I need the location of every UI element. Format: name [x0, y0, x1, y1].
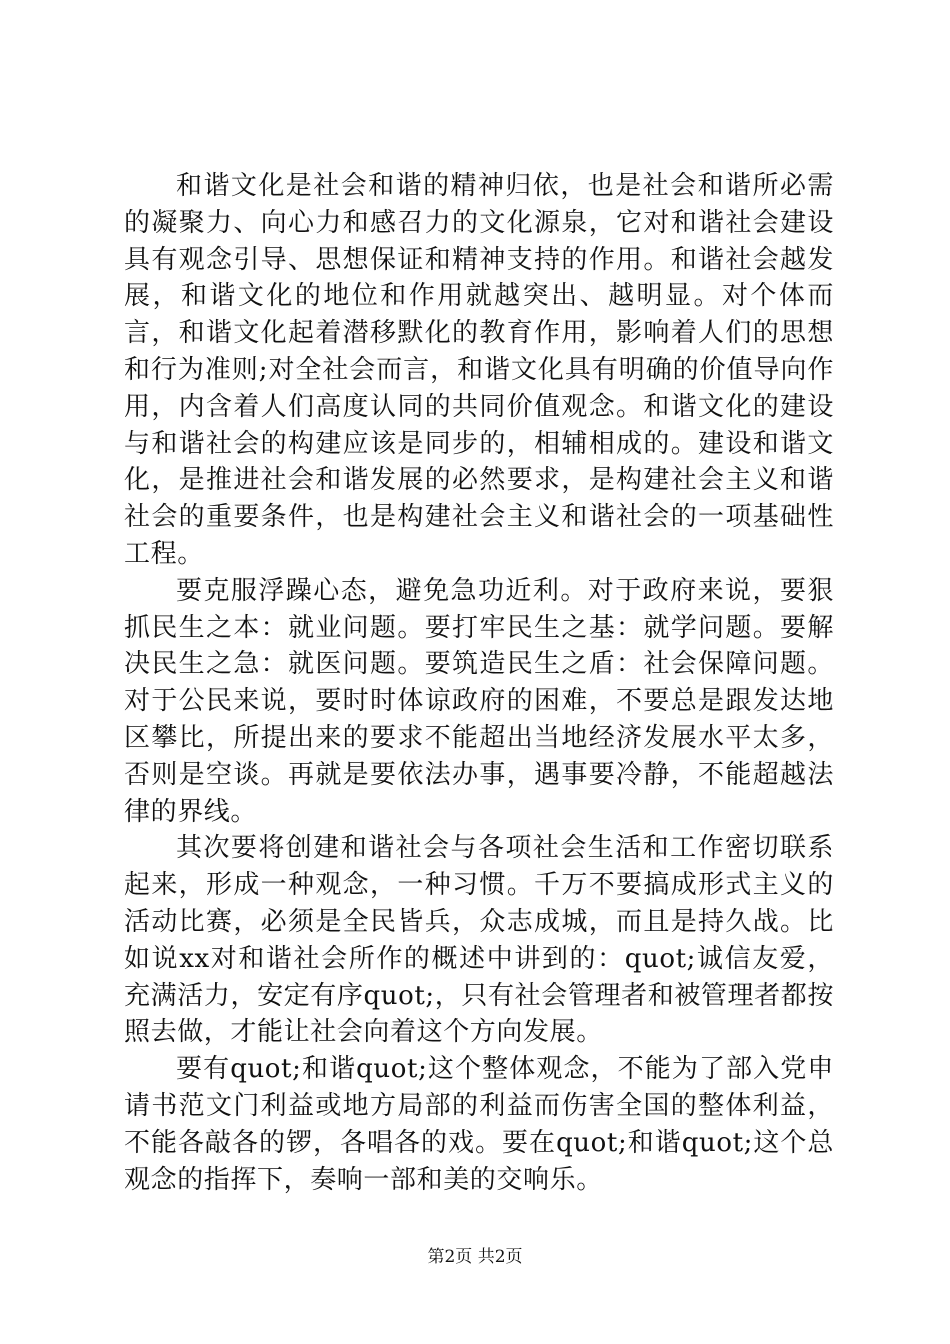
- paragraph-3: 其次要将创建和谐社会与各项社会生活和工作密切联系起来，形成一种观念，一种习惯。千万不要搞成形式主义的活动比赛，必须是全民皆兵，众志成城，而且是持久战。比如说xx对和谐社会所作的概述中讲到的：quot;诚信友爱，充满活力，安定有序quot;，只有社会管理者和被管理者都按照去做，才能让社会向着这个方向发展。: [124, 833, 834, 1048]
- document-body: [124, 168, 834, 1198]
- paragraph-1: 和谐文化是社会和谐的精神归依，也是社会和谐所必需的凝聚力、向心力和感召力的文化源泉，它对和谐社会建设具有观念引导、思想保证和精神支持的作用。和谐社会越发展，和谐文化的地位和作用就越突出、越明显。对个体而言，和谐文化起着潜移默化的教育作用，影响着人们的思想和行为准则;对全社会而言，和谐文化具有明确的价值导向作用，内含着人们高度认同的共同价值观念。和谐文化的建设与和谐社会的构建应该是同步的，相辅相成的。建设和谐文化，是推进社会和谐发展的必然要求，是构建社会主义和谐社会的重要条件，也是构建社会主义和谐社会的一项基础性工程。: [124, 171, 834, 569]
- page-number-footer: 第2页 共2页: [427, 1247, 523, 1267]
- paragraph-4: 要有quot;和谐quot;这个整体观念，不能为了部入党申请书范文门利益或地方局部的利益而伤害全国的整体利益，不能各敲各的锣，各唱各的戏。要在quot;和谐quot;这个总观念的指挥下，奏响一部和美的交响乐。: [124, 1054, 834, 1195]
- paragraph-2: 要克服浮躁心态，避免急功近利。对于政府来说，要狠抓民生之本：就业问题。要打牢民生之基：就学问题。要解决民生之急：就医问题。要筑造民生之盾：社会保障问题。对于公民来说，要时时体谅政府的困难，不要总是跟发达地区攀比，所提出来的要求不能超出当地经济发展水平太多，否则是空谈。再就是要依法办事，遇事要冷静，不能超越法律的界线。: [124, 575, 834, 827]
